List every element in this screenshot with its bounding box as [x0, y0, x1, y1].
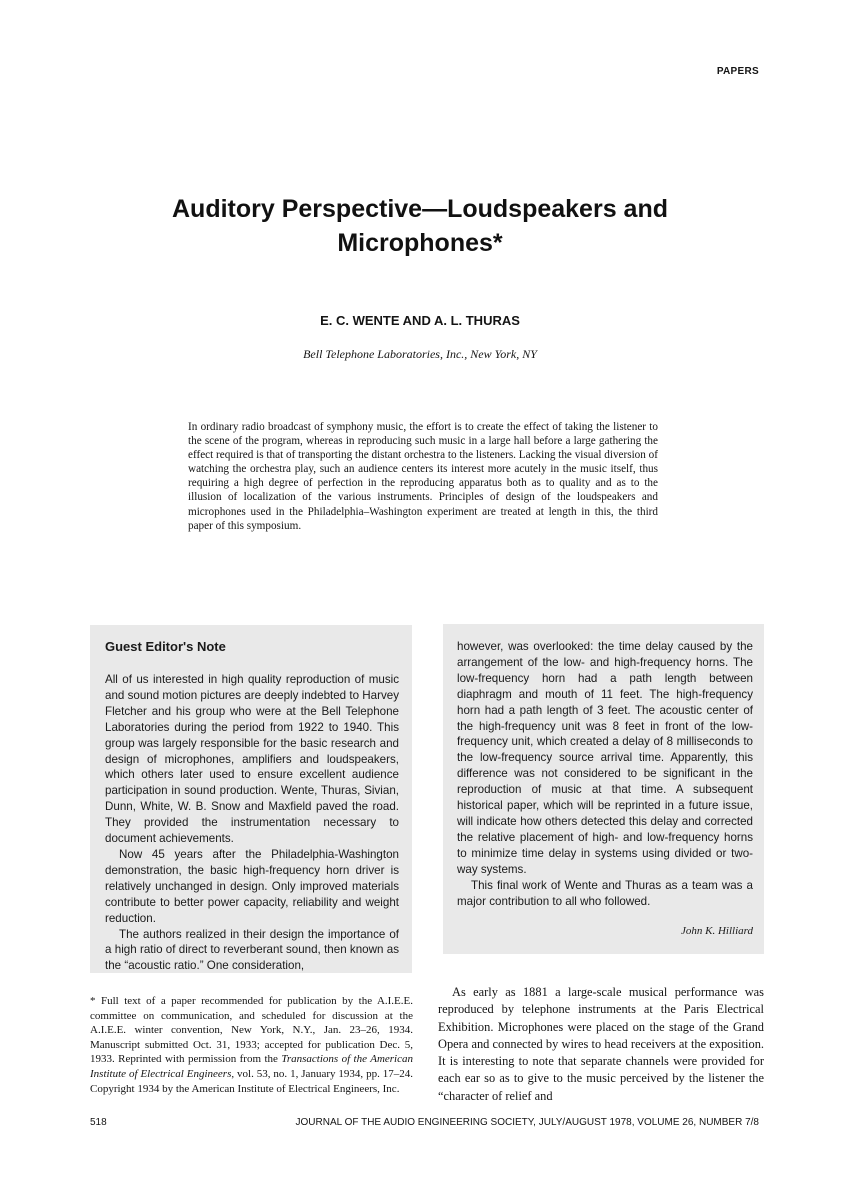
- editors-note-paragraph: however, was overlooked: the time delay caused by the arrangement of the low- and high-frequency horns. The low-frequency horn had a path length between diaphragm and mouth of 11 feet. The high-frequency horn had a path length of 3 feet. The acoustic center of the high-frequency unit was 8 feet in front of the low-frequency unit, which created a delay of 8 milliseconds to the low-frequency source arrival time. Apparently, this difference was not considered to be significant in the reproduction of music at that time. A subsequent historical paper, which will be reprinted in a future issue, will indicate how others detected this delay and corrected the relative placement of high- and low-frequency horns to minimize time delay in systems using divided or two-way systems.: [457, 640, 753, 876]
- section-label: PAPERS: [716, 66, 759, 77]
- body-text: [438, 984, 764, 1105]
- paper-authors: E. C. WENTE AND A. L. THURAS: [320, 313, 520, 328]
- footnote-text: * Full text of a paper recommended for publication by the A.I.E.E. committee on communication, and scheduled for discussion at the A.I.E.E. winter convention, New York, N.Y., Jan. 23–26, 1934. Manuscript submitted Oct. 31, 1933; accepted for publication Dec. 5, 1933. Reprinted with permission from the: [90, 995, 413, 1066]
- editors-note-paragraph: Now 45 years after the Philadelphia-Washington demonstration, the basic high-frequency horn driver is relatively unchanged in design. Only improved materials contribute to better power capacity, reliability and weight reduction.: [105, 847, 399, 925]
- editors-note-box: [90, 625, 412, 973]
- paper-title: Auditory Perspective—Loudspeakers and Microphones*: [172, 195, 668, 257]
- footnote-text: , vol. 53, no. 1, January 1934, pp. 17–24. Copyright 1934 by the American Institute of Electrical Engineers, Inc.: [90, 1067, 413, 1095]
- editors-note-paragraph: The authors realized in their design the importance of a high ratio of direct to reverberant sound, then known as the “acoustic ratio.” One consideration,: [105, 927, 399, 973]
- journal-citation: JOURNAL OF THE AUDIO ENGINEERING SOCIETY, JULY/AUGUST 1978, VOLUME 26, NUMBER 7/8: [295, 1117, 759, 1128]
- editors-note-heading: Guest Editor's Note: [105, 639, 226, 654]
- editors-note-paragraph: This final work of Wente and Thuras as a team was a major contribution to all who followed.: [457, 878, 753, 908]
- author-affiliation: Bell Telephone Laboratories, Inc., New York, NY: [303, 347, 537, 361]
- footnote: [90, 994, 413, 1096]
- body-paragraph: As early as 1881 a large-scale musical performance was reproduced by telephone instruments at the Paris Electrical Exhibition. Microphones were placed on the stage of the Grand Opera and connected by wires to head receivers at the exposition. It is interesting to note that separate channels were provided for each ear so as to give to the music perceived by the listener the “character of relief and: [438, 985, 764, 1103]
- page-number: 518: [90, 1117, 107, 1128]
- abstract: In ordinary radio broadcast of symphony music, the effort is to create the effect of taking the listener to the scene of the program, whereas in reproducing such music in a large hall before a large gathering the effect required is that of transporting the distant orchestra to the listeners. Lacking the visual diversion of watching the orchestra play, such an audience centers its interest more acutely in the music itself, thus requiring a high degree of perfection in the reproducing apparatus both as to quality and as to the illusion of localization of the various instruments. Principles of design of the loudspeakers and microphones used in the Philadelphia–Washington experiment are treated at length in this, the third paper of this symposium.: [188, 421, 658, 532]
- editors-note-continuation-box: [443, 624, 764, 954]
- editors-note-paragraph: All of us interested in high quality reproduction of music and sound motion pictures are deeply indebted to Harvey Fletcher and his group who were at the Bell Telephone Laboratories during the period from 1922 to 1940. This group was largely responsible for the basic research and design of microphones, amplifiers and loudspeakers, which others later used to ensure excellent audience participation in sound production. Wente, Thuras, Sivian, Dunn, White, W. B. Snow and Maxfield paved the road. They provided the instrumentation necessary to document achievements.: [105, 673, 399, 846]
- footnote-journal-title: Transactions of the American Institute of Electrical Engineers: [90, 1053, 413, 1080]
- editor-signature: John K. Hilliard: [680, 925, 753, 938]
